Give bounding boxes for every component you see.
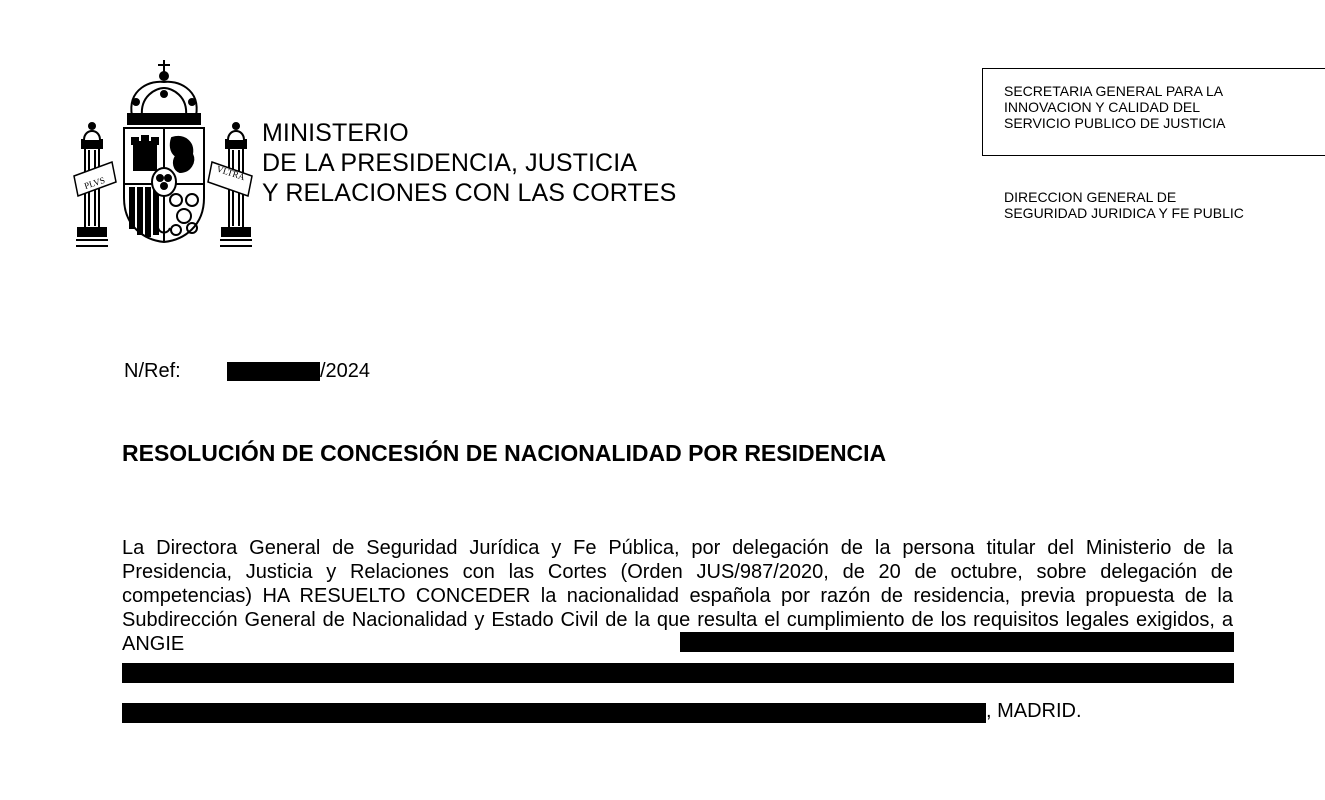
ministry-line: DE LA PRESIDENCIA, JUSTICIA: [262, 149, 638, 177]
secretaria-line: SERVICIO PUBLICO DE JUSTICIA: [1004, 115, 1226, 131]
document-title: RESOLUCIÓN DE CONCESIÓN DE NACIONALIDAD POR RESIDENCIA: [122, 440, 887, 466]
secretaria-line: INNOVACION Y CALIDAD DEL: [1004, 99, 1201, 115]
redaction-bar: [122, 663, 1234, 683]
resolution-paragraph: La Directora General de Seguridad Jurídica y Fe Pública, por delegación de la persona titular del Ministerio de la Presidencia, Justicia y Relaciones con las Cortes (Orden JUS/987/2020, de 20 de octubre, sobre delegación de competencias) HA RESUELTO CONCEDER la nacionalidad española por razón de residencia, previa propuesta de la Subdirección General de Nacionalidad y Estado Civil de la que resulta el cumplimiento de los requisitos legales exigidos, a ANGIE: [122, 537, 1233, 655]
direccion-general-text: [1004, 189, 1244, 221]
motto-left: PLVS: [82, 174, 107, 192]
reference-label: N/Ref:: [124, 360, 181, 382]
redaction-bar: [680, 632, 1234, 652]
dg-line: DIRECCION GENERAL DE: [1004, 189, 1177, 205]
coat-of-arms-logo: [72, 58, 256, 248]
secretaria-line: SECRETARIA GENERAL PARA LA: [1004, 83, 1224, 99]
reference-line: [124, 359, 181, 383]
redaction-bar: [227, 362, 320, 381]
dg-line: SEGURIDAD JURIDICA Y FE PUBLIC: [1004, 205, 1244, 221]
redaction-bar: [122, 703, 986, 723]
secretaria-text: [1004, 83, 1225, 131]
shield-icon: [124, 128, 204, 242]
ministry-line: MINISTERIO: [262, 119, 409, 147]
ministry-line: Y RELACIONES CON LAS CORTES: [262, 179, 677, 207]
address-city: , MADRID.: [986, 700, 1082, 722]
motto-right: VLTRA: [215, 163, 247, 183]
crown-icon: [128, 60, 200, 124]
ministry-name: [262, 118, 676, 208]
reference-suffix: /2024: [320, 360, 371, 382]
